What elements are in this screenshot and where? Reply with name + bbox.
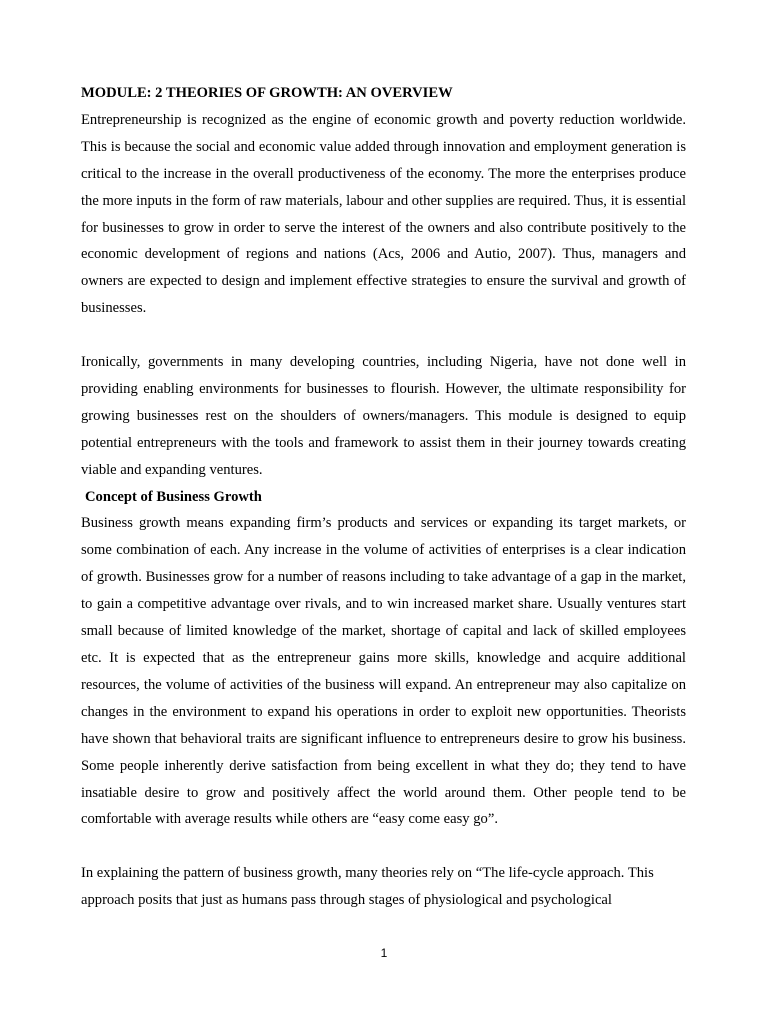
paragraph-life-cycle: In explaining the pattern of business growth, many theories rely on “The life-cycle approach. This approach posits that just as humans pass through stages of physiological and psychological xyxy=(81,865,654,909)
paragraph-spacer xyxy=(81,833,686,860)
paragraph-spacer xyxy=(81,322,686,349)
paragraph-entrepreneurship: Entrepreneurship is recognized as the engine of economic growth and poverty reduction worldwide. This is because the social and economic value added through innovation and employment generation is critical to the increase in the overall productiveness of the economy. The more the enterprises produce the more inputs in the form of raw materials, labour and other supplies are required. Thus, it is essential for businesses to grow in order to serve the interest of the owners and also contribute positively to the economic development of regions and nations (Acs, 2006 and Autio, 2007). Thus, managers and owners are expected to design and implement effective strategies to ensure the survival and growth of businesses. xyxy=(81,111,686,317)
module-title: MODULE: 2 THEORIES OF GROWTH: AN OVERVIEW xyxy=(81,85,453,101)
paragraph-governments: Ironically, governments in many developing countries, including Nigeria, have not done well in providing enabling environments for businesses to flourish. However, the ultimate responsibility for growing businesses rest on the shoulders of owners/managers. This module is designed to equip potential entrepreneurs with the tools and framework to assist them in their journey towards creating viable and expanding ventures. xyxy=(81,354,686,478)
page-body xyxy=(81,80,686,914)
page-number: 1 xyxy=(380,946,388,960)
section-heading: Concept of Business Growth xyxy=(85,488,262,505)
paragraph-business-growth: Business growth means expanding firm’s products and services or expanding its target markets, or some combination of each. Any increase in the volume of activities of enterprises is a clear indication of growth. Businesses grow for a number of reasons including to take advantage of a gap in the market, to gain a competitive advantage over rivals, and to win increased market share. Usually ventures start small because of limited knowledge of the market, shortage of capital and lack of skilled employees etc. It is expected that as the entrepreneur gains more skills, knowledge and acquire additional resources, the volume of activities of the business will expand. An entrepreneur may also capitalize on changes in the environment to expand his operations in order to exploit new opportunities. Theorists have shown that behavioral traits are significant influence to entrepreneurs desire to grow his business. Some people inherently derive satisfaction from being excellent in what they do; they tend to have insatiable desire to grow and positively affect the world around them. Other people tend to be comfortable with average results while others are “easy come easy go”. xyxy=(81,515,686,828)
